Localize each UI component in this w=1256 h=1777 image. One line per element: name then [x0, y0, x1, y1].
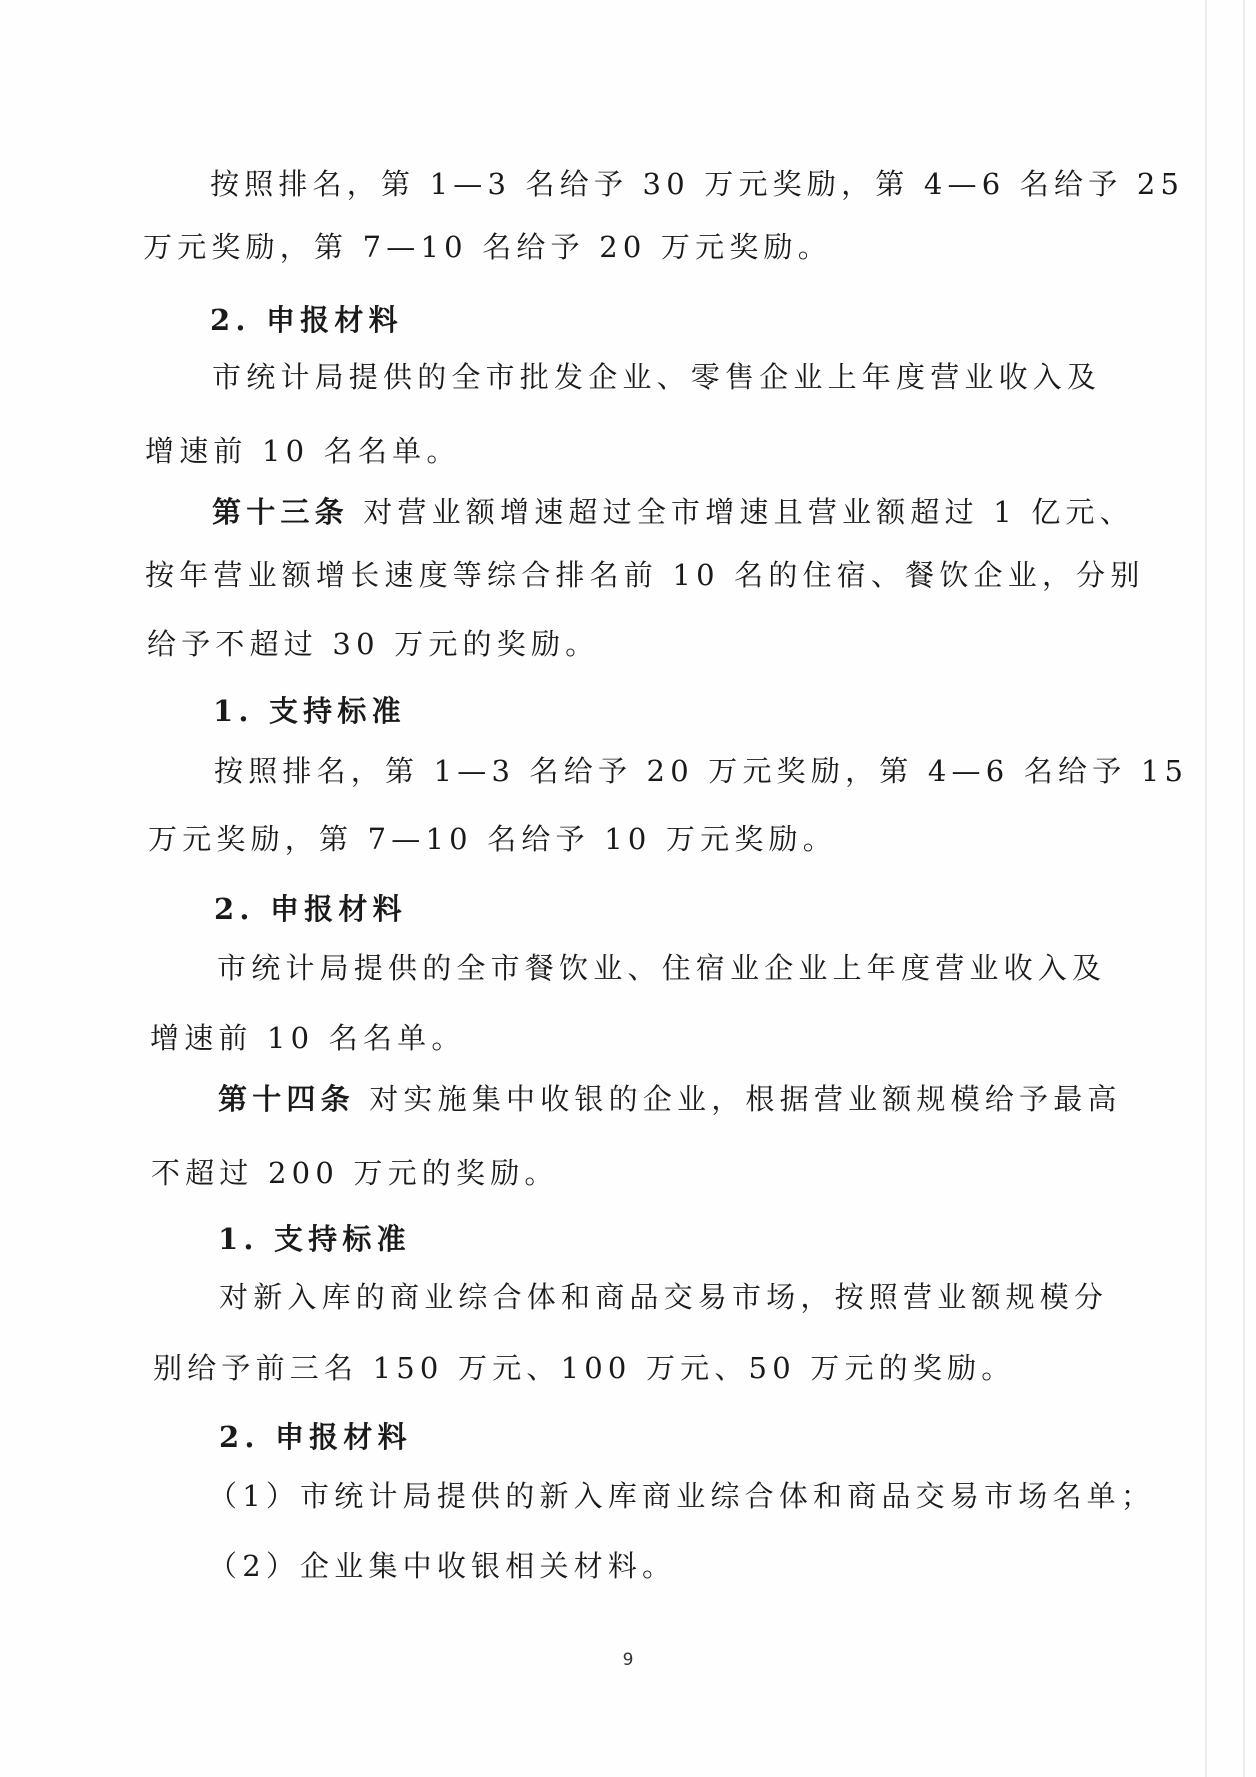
section-heading: 1. 支持标准	[213, 694, 406, 728]
paragraph-line: 给予不超过 30 万元的奖励。	[147, 627, 600, 661]
paragraph-line: 对新入库的商业综合体和商品交易市场，按照营业额规模分	[219, 1280, 1109, 1314]
paragraph-line: 按照排名，第 1—3 名给予 30 万元奖励，第 4—6 名给予 25	[210, 167, 1185, 201]
paragraph-line: 万元奖励，第 7—10 名给予 10 万元奖励。	[148, 822, 837, 856]
page-number: 9	[622, 1650, 634, 1670]
paragraph-line: 万元奖励，第 7—10 名给予 20 万元奖励。	[143, 230, 832, 264]
paragraph-line: 市统计局提供的全市批发企业、零售企业上年度营业收入及	[212, 360, 1102, 394]
paragraph-line: 增速前 10 名名单。	[150, 1021, 466, 1055]
paragraph-line: 按年营业额增长速度等综合排名前 10 名的住宿、餐饮企业，分别	[145, 558, 1145, 592]
article-paragraph	[212, 494, 1134, 530]
scan-edge-line	[1205, 0, 1207, 1777]
article-title: 第十三条	[212, 495, 349, 529]
paragraph-line: 按照排名，第 1—3 名给予 20 万元奖励，第 4—6 名给予 15	[214, 754, 1189, 788]
paragraph-line: 市统计局提供的全市餐饮业、住宿业企业上年度营业收入及	[217, 951, 1107, 985]
scan-edge-line	[1243, 0, 1245, 1777]
paragraph-line: 不超过 200 万元的奖励。	[151, 1156, 559, 1190]
paragraph-line: 别给予前三名 150 万元、100 万元、50 万元的奖励。	[153, 1351, 1016, 1385]
section-heading: 2. 申报材料	[219, 1420, 412, 1454]
paragraph-line: 增速前 10 名名单。	[145, 434, 461, 468]
article-text: 对营业额增速超过全市增速且营业额超过 1 亿元、	[348, 495, 1134, 529]
article-title: 第十四条	[218, 1082, 355, 1116]
section-heading: 1. 支持标准	[218, 1222, 411, 1256]
list-item: （2）企业集中收银相关材料。	[208, 1549, 677, 1583]
list-item: （1）市统计局提供的新入库商业综合体和商品交易市场名单；	[208, 1479, 1156, 1513]
section-heading: 2. 申报材料	[210, 303, 403, 337]
section-heading: 2. 申报材料	[214, 892, 407, 926]
article-text: 对实施集中收银的企业，根据营业额规模给予最高	[354, 1082, 1122, 1116]
article-paragraph	[218, 1081, 1122, 1117]
